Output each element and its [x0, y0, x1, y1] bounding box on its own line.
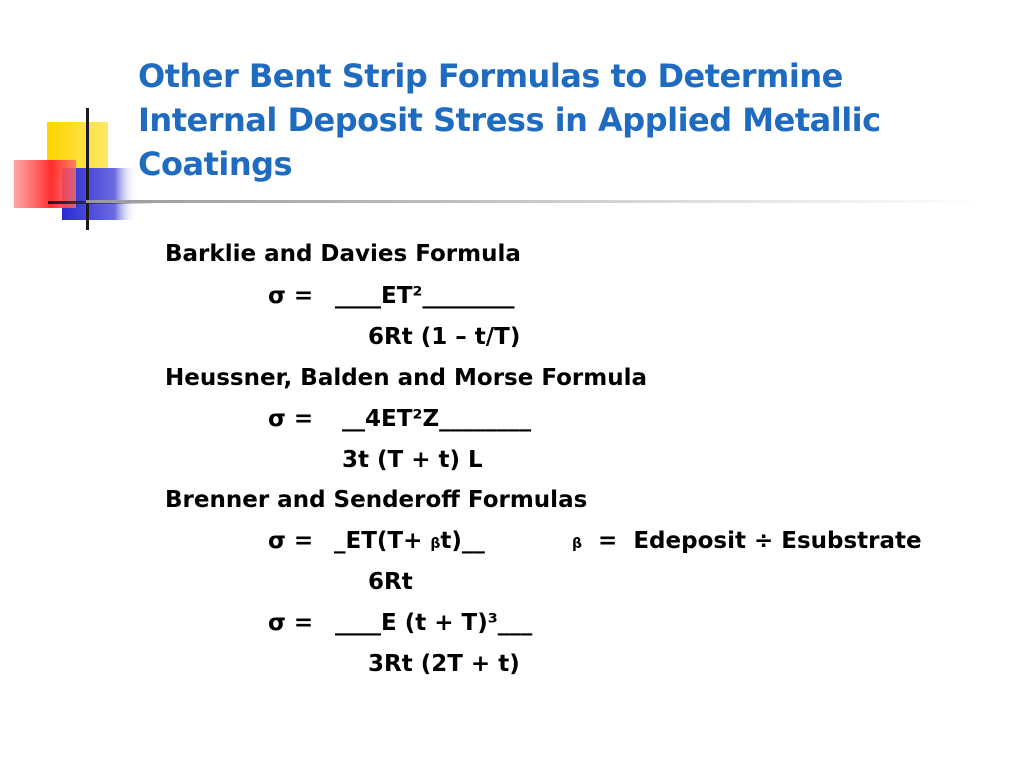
formula-numerator: ____E (t + T)³___	[335, 610, 533, 636]
formula-numerator: ____ET²________	[335, 283, 515, 309]
section-heading: Barklie and Davies Formula	[165, 241, 521, 267]
formula-lhs: σ =	[268, 283, 314, 309]
beta-definition	[572, 527, 922, 558]
beta-definition-text: = Edeposit ÷ Esubstrate	[598, 528, 922, 554]
formula-denominator: 6Rt	[368, 569, 413, 595]
formula-numerator: __4ET²Z________	[342, 406, 532, 432]
section-heading: Brenner and Senderoff Formulas	[165, 487, 588, 513]
title-line: Internal Deposit Stress in Applied Metallic	[138, 101, 881, 139]
formula-denominator: 6Rt (1 – t/T)	[368, 324, 521, 350]
section-heading: Heussner, Balden and Morse Formula	[165, 365, 648, 391]
formula-lhs: σ =	[268, 610, 314, 636]
formula-denominator: 3t (T + t) L	[342, 447, 483, 473]
beta-symbol: β	[430, 536, 441, 552]
title-line: Coatings	[138, 145, 293, 183]
beta-symbol: β	[572, 536, 583, 552]
formula-numerator	[334, 527, 485, 558]
formula-denominator: 3Rt (2T + t)	[368, 651, 520, 677]
formula-lhs: σ =	[268, 406, 314, 432]
title-line: Other Bent Strip Formulas to Determine	[138, 57, 843, 95]
numerator-prefix: _ET(T+	[334, 528, 431, 554]
numerator-suffix: t)__	[440, 528, 485, 554]
formula-lhs: σ =	[268, 528, 314, 554]
